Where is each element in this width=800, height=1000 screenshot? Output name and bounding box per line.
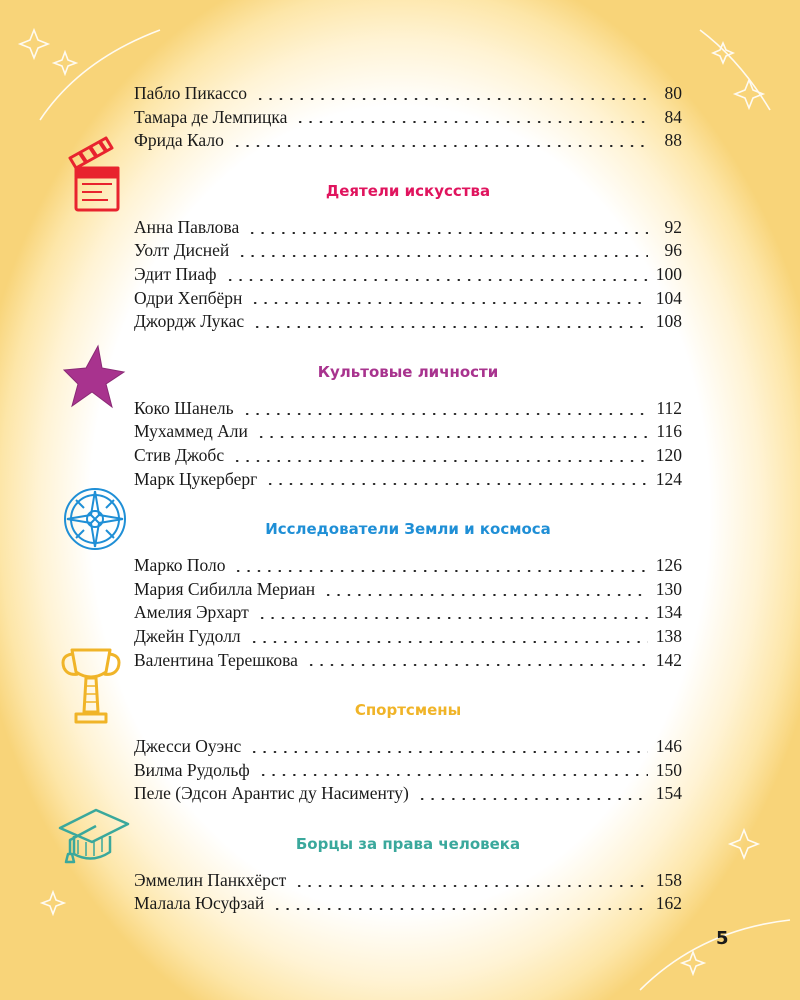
toc-entry <box>134 578 682 602</box>
dot-leader <box>256 436 648 438</box>
toc-entry <box>134 892 682 916</box>
entry-page-number: 100 <box>655 263 682 284</box>
entry-name: Джордж Лукас <box>134 311 245 332</box>
toc-section <box>134 869 682 916</box>
dot-leader <box>257 617 648 619</box>
dot-leader <box>252 326 648 328</box>
entry-name: Пабло Пикассо <box>134 83 248 103</box>
star-icon <box>62 344 126 410</box>
entry-page-number: 112 <box>656 397 682 418</box>
dot-leader <box>225 279 648 281</box>
dot-leader <box>249 641 648 643</box>
entry-name: Одри Хепбёрн <box>134 287 243 308</box>
entry-name: Фрида Кало <box>134 130 224 151</box>
entry-name: Эммелин Панкхёрст <box>134 869 287 890</box>
entry-name: Уолт Дисней <box>134 240 230 261</box>
dot-leader <box>306 664 648 666</box>
dot-leader <box>249 751 648 753</box>
toc-entry <box>134 444 682 468</box>
dot-leader <box>242 413 648 415</box>
toc-entry <box>134 759 682 783</box>
section-heading: Исследователи Земли и космоса <box>265 520 551 539</box>
dot-leader <box>265 483 648 485</box>
dot-leader <box>323 594 648 596</box>
toc-entry <box>134 625 682 649</box>
entry-name: Коко Шанель <box>134 397 234 418</box>
entry-page-number: 80 <box>664 83 682 103</box>
table-of-contents <box>134 82 682 916</box>
entry-page-number: 130 <box>655 578 682 599</box>
entry-name: Вилма Рудольф <box>134 759 250 780</box>
toc-section <box>134 735 682 806</box>
entry-page-number: 138 <box>655 625 682 646</box>
entry-page-number: 84 <box>664 106 682 127</box>
dot-leader <box>232 460 648 462</box>
entry-page-number: 154 <box>655 783 682 804</box>
dot-leader <box>247 232 648 234</box>
entry-name: Марко Поло <box>134 555 226 576</box>
graduation-cap-icon <box>56 804 130 866</box>
toc-entry <box>134 216 682 240</box>
toc-entry <box>134 82 682 106</box>
entry-page-number: 92 <box>664 216 682 237</box>
entry-page-number: 96 <box>664 240 682 261</box>
entry-name: Амелия Эрхарт <box>134 602 249 623</box>
toc-entry <box>134 239 682 263</box>
toc-entry <box>134 869 682 893</box>
intro-section <box>134 82 682 153</box>
toc-section <box>134 397 682 491</box>
entry-page-number: 124 <box>655 468 682 489</box>
dot-leader <box>294 885 648 887</box>
section-heading: Деятели искусства <box>325 181 491 200</box>
toc-entry <box>134 468 682 492</box>
trophy-icon <box>58 642 124 726</box>
entry-page-number: 104 <box>655 287 682 308</box>
toc-entry <box>134 420 682 444</box>
dot-leader <box>233 570 648 572</box>
entry-page-number: 108 <box>655 311 682 332</box>
entry-name: Валентина Терешкова <box>134 649 298 670</box>
toc-entry <box>134 263 682 287</box>
entry-page-number: 120 <box>655 444 682 465</box>
entry-page-number: 88 <box>664 130 682 151</box>
toc-section <box>134 554 682 672</box>
clapperboard-icon <box>66 132 128 214</box>
dot-leader <box>255 98 648 100</box>
entry-name: Мария Сибилла Мериан <box>134 578 316 599</box>
dot-leader <box>250 302 648 304</box>
entry-page-number: 126 <box>655 555 682 576</box>
toc-entry <box>134 106 682 130</box>
dot-leader <box>237 255 648 257</box>
section-heading: Культовые личности <box>317 362 499 381</box>
entry-page-number: 116 <box>656 421 682 442</box>
toc-entry <box>134 735 682 759</box>
dot-leader <box>272 908 648 910</box>
page-number: 5 <box>716 928 729 949</box>
toc-entry <box>134 287 682 311</box>
toc-entry <box>134 129 682 153</box>
toc-entry <box>134 310 682 334</box>
entry-name: Пеле (Эдсон Арантис ду Насименту) <box>134 783 409 804</box>
entry-name: Малала Юсуфзай <box>134 893 265 914</box>
entry-page-number: 146 <box>655 736 682 757</box>
entry-name: Джесси Оуэнс <box>134 736 242 757</box>
compass-icon <box>62 486 128 552</box>
dot-leader <box>295 121 648 123</box>
toc-entry <box>134 397 682 421</box>
entry-page-number: 162 <box>655 893 682 914</box>
entry-page-number: 150 <box>655 759 682 780</box>
entry-page-number: 158 <box>655 869 682 890</box>
entry-page-number: 142 <box>655 649 682 670</box>
toc-entry <box>134 554 682 578</box>
toc-entry <box>134 649 682 673</box>
entry-name: Анна Павлова <box>134 216 240 237</box>
dot-leader <box>232 145 648 147</box>
entry-name: Мухаммед Али <box>134 421 248 442</box>
toc-entry <box>134 601 682 625</box>
entry-name: Джейн Гудолл <box>134 625 241 646</box>
dot-leader <box>417 798 648 800</box>
section-heading: Спортсмены <box>354 701 462 720</box>
entry-name: Стив Джобс <box>134 444 225 465</box>
entry-name: Тамара де Лемпицка <box>134 106 288 127</box>
entry-name: Марк Цукерберг <box>134 468 258 489</box>
section-heading: Борцы за права человека <box>295 834 521 853</box>
toc-section <box>134 216 682 334</box>
entry-name: Эдит Пиаф <box>134 263 217 284</box>
dot-leader <box>258 774 648 776</box>
toc-entry <box>134 782 682 806</box>
entry-page-number: 134 <box>655 602 682 623</box>
